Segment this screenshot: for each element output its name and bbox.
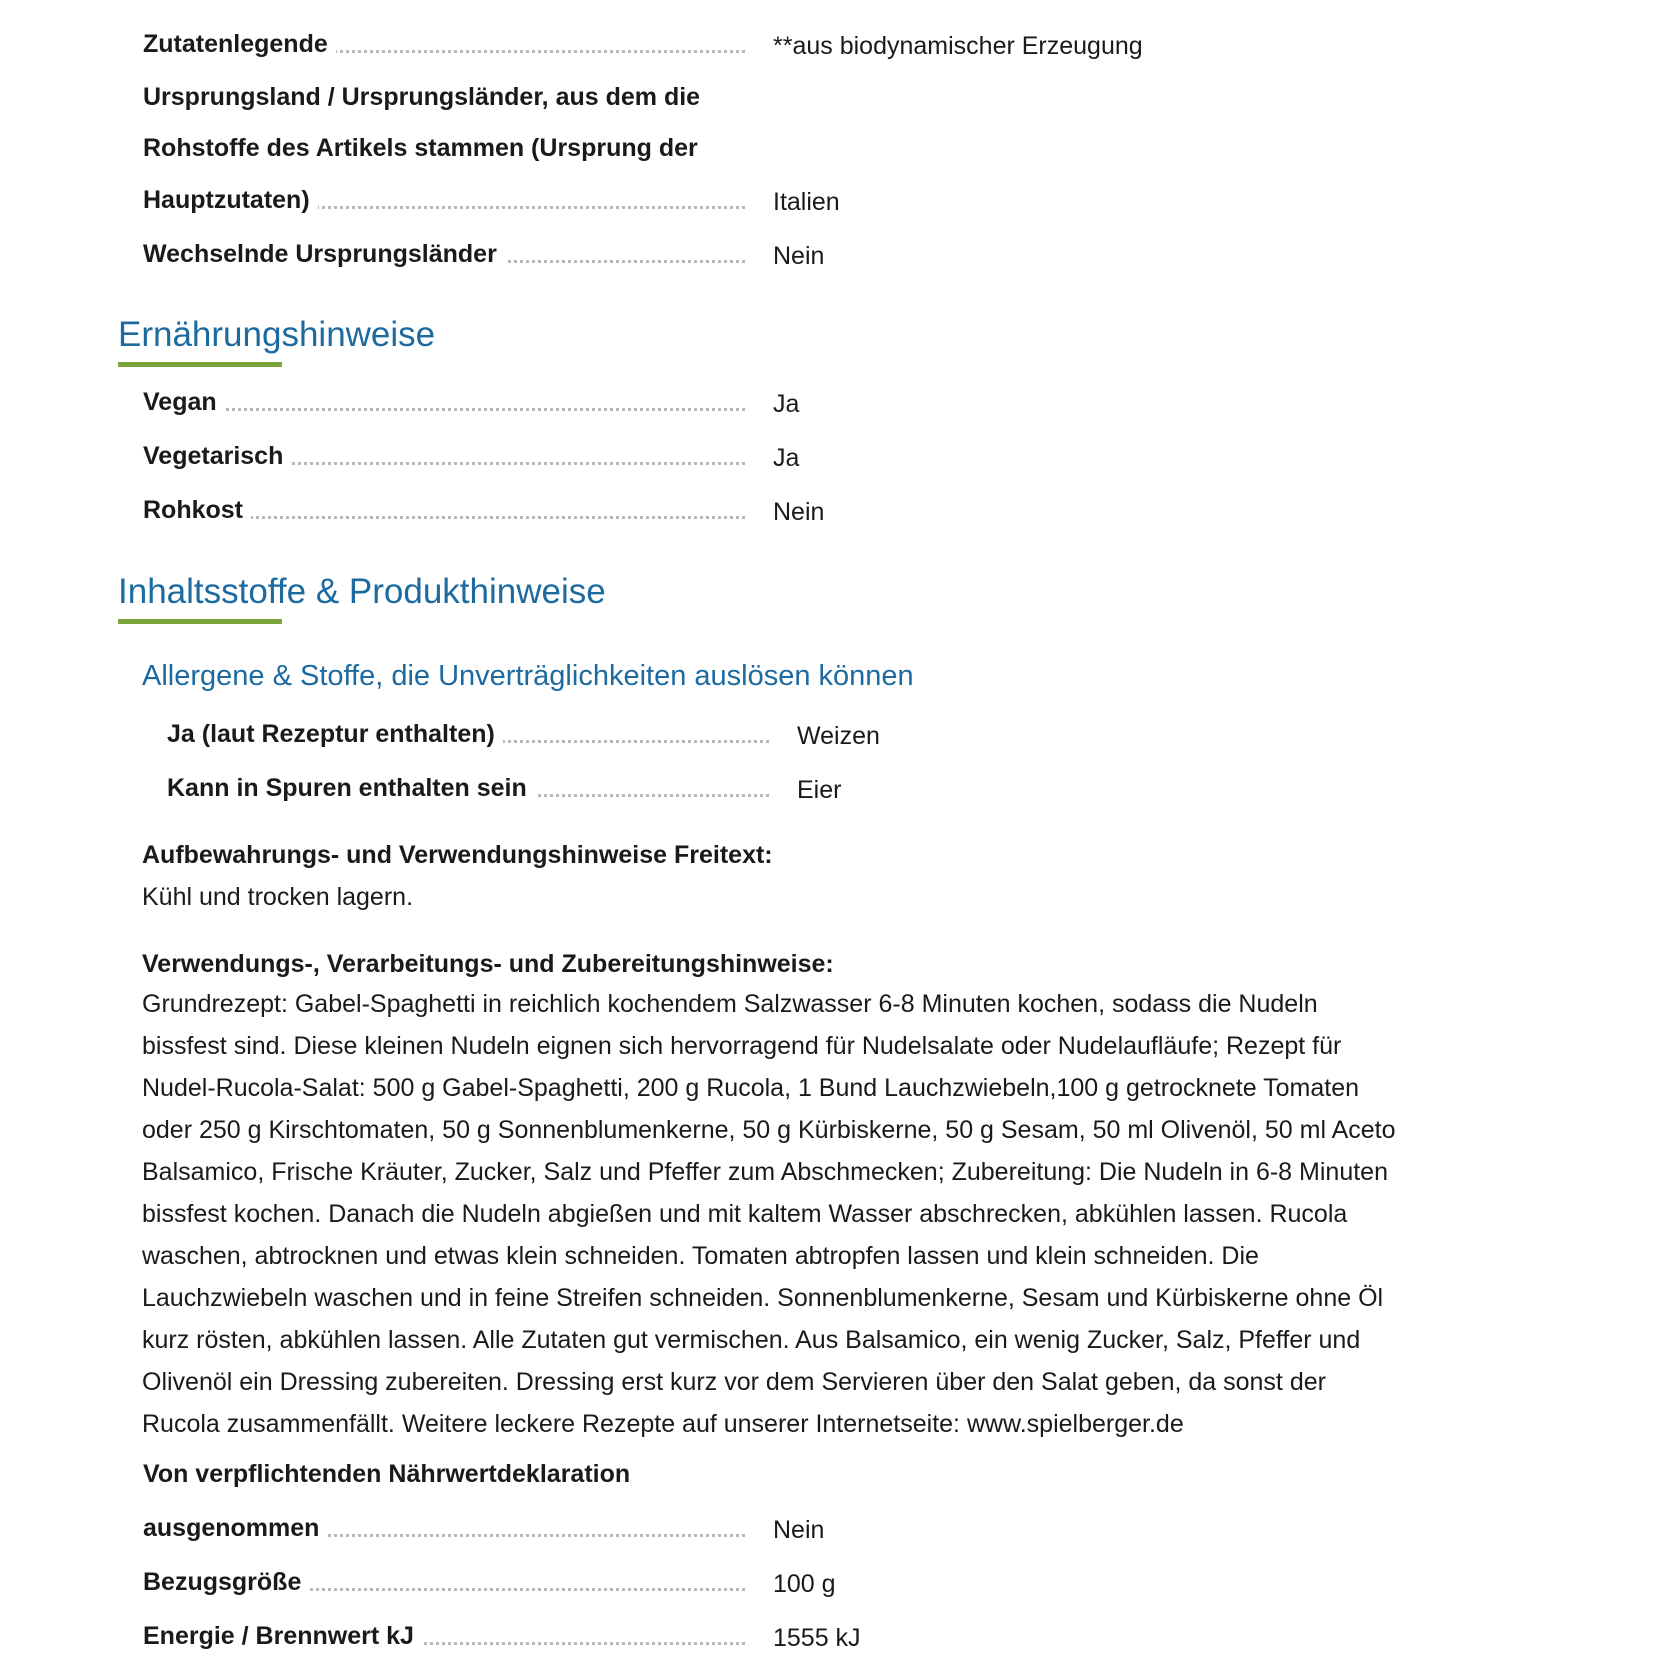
dot-leader	[143, 408, 745, 411]
usage-label: Verwendungs-, Verarbeitungs- und Zubereitungshinweise:	[142, 950, 834, 978]
raw-food-label: Rohkost	[143, 492, 251, 528]
reference-size-row	[143, 1564, 1043, 1600]
raw-food-row	[143, 492, 1043, 528]
energy-kj-row	[143, 1618, 1043, 1654]
nutrition-exempt-row	[143, 1510, 1043, 1546]
vegan-row	[143, 384, 1043, 420]
energy-kj-label: Energie / Brennwert kJ	[143, 1618, 422, 1654]
changing-origin-value: Nein	[773, 242, 825, 270]
contents-section-title: Inhaltsstoffe & Produkthinweise	[118, 572, 606, 611]
allergen-contains-value: Weizen	[797, 722, 880, 750]
nutrition-section-title: Ernährungshinweise	[118, 315, 436, 354]
raw-food-value: Nein	[773, 498, 825, 526]
allergen-traces-row	[167, 770, 1067, 806]
allergen-traces-value: Eier	[797, 776, 842, 804]
changing-origin-label: Wechselnde Ursprungsländer	[143, 236, 505, 272]
vegan-label: Vegan	[143, 384, 225, 420]
changing-origin-row	[143, 236, 1043, 272]
storage-label: Aufbewahrungs- und Verwendungshinweise Freitext:	[142, 841, 773, 869]
section-underline	[118, 619, 282, 624]
reference-size-value: 100 g	[773, 1570, 836, 1598]
usage-text: Grundrezept: Gabel-Spaghetti in reichlich kochendem Salzwasser 6-8 Minuten kochen, sodass die Nudeln bissfest sind. Diese kleinen Nudeln eignen sich hervorragend für Nudelsalate oder Nudelaufläufe; Rezept für Nudel-Rucola-Salat: 500 g Gabel-Spaghetti, 200 g Rucola, 1 Bund Lauchzwiebeln,100 g getrocknete Tomaten oder 250 g Kirschtomaten, 50 g Sonnenblumenkerne, 50 g Kürbiskerne, 50 g Sesam, 50 ml Olivenöl, 50 ml Aceto Balsamico, Frische Kräuter, Zucker, Salz und Pfeffer zum Abschmecken; Zubereitung: Die Nudeln in 6-8 Minuten bissfest kochen. Danach die Nudeln abgießen und mit kaltem Wasser abschrecken, abkühlen lassen. Rucola waschen, abtrocknen und etwas klein schneiden. Tomaten abtropfen lassen und klein schneiden. Die Lauchzwiebeln waschen und in feine Streifen schneiden. Sonnenblumenkerne, Sesam und Kürbiskerne ohne Öl kurz rösten, abkühlen lassen. Alle Zutaten gut vermischen. Aus Balsamico, ein wenig Zucker, Salz, Pfeffer und Olivenöl ein Dressing zubereiten. Dressing erst kurz vor dem Servieren über den Salat geben, da sonst der Rucola zusammenfällt. Weitere leckere Rezepte auf unserer Internetseite: www.spielberger.de	[142, 990, 1396, 1438]
origin-label-line-3: Hauptzutaten)	[143, 182, 318, 218]
nutrition-exempt-label-line-2: ausgenommen	[143, 1510, 327, 1546]
vegan-value: Ja	[773, 390, 800, 418]
nutrition-exempt-value: Nein	[773, 1516, 825, 1544]
energy-kj-value: 1555 kJ	[773, 1624, 861, 1652]
section-underline	[118, 362, 282, 367]
allergen-contains-label: Ja (laut Rezeptur enthalten)	[167, 716, 503, 752]
vegetarian-label: Vegetarisch	[143, 438, 291, 474]
origin-value: Italien	[773, 188, 840, 216]
vegetarian-value: Ja	[773, 444, 800, 472]
ingredients-legend-value: **aus biodynamischer Erzeugung	[773, 32, 1143, 60]
reference-size-label: Bezugsgröße	[143, 1564, 309, 1600]
allergen-contains-row	[167, 716, 1067, 752]
vegetarian-row	[143, 438, 1043, 474]
origin-label-line-1: Ursprungsland / Ursprungsländer, aus dem die	[143, 83, 701, 111]
nutrition-exempt-label-line-1: Von verpflichtenden Nährwertdeklaration	[143, 1460, 631, 1488]
storage-text: Kühl und trocken lagern.	[142, 883, 414, 911]
ingredients-legend-row	[143, 26, 1243, 62]
allergens-subsection-title: Allergene & Stoffe, die Unverträglichkeiten auslösen können	[142, 660, 914, 692]
origin-row	[143, 182, 1043, 218]
ingredients-legend-label: Zutatenlegende	[143, 26, 336, 62]
allergen-traces-label: Kann in Spuren enthalten sein	[167, 770, 535, 806]
origin-label-line-2: Rohstoffe des Artikels stammen (Ursprung der	[143, 134, 698, 162]
